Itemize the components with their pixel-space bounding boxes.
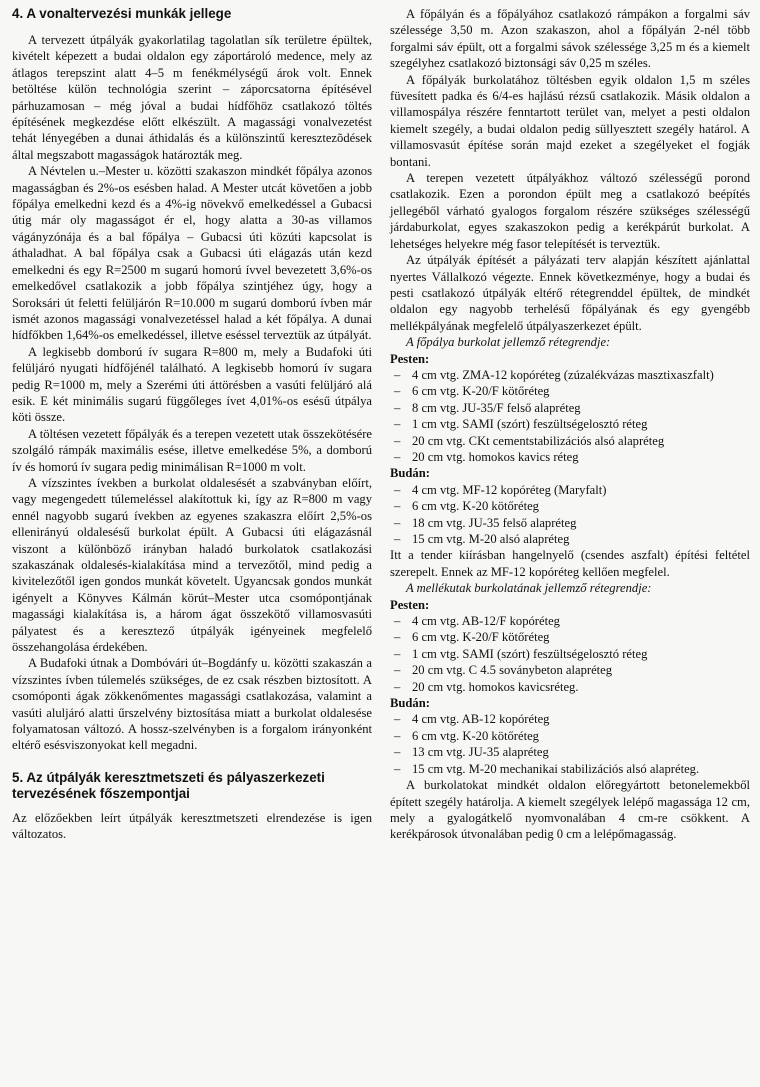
layer-item: – 6 cm vtg. K-20/F kötőréteg <box>390 629 750 645</box>
layer-item: – 18 cm vtg. JU-35 felső alapréteg <box>390 515 750 531</box>
layer-item: – 20 cm vtg. homokos kavics réteg <box>390 449 750 465</box>
pest-label: Pesten: <box>390 351 430 366</box>
layer-item: – 20 cm vtg. C 4.5 soványbeton alapréteg <box>390 662 750 678</box>
layer-item: – 4 cm vtg. AB-12/F kopóréteg <box>390 613 750 629</box>
paragraph: A terepen vezetett útpályákhoz változó szélességű porond csatlakozik. Ezen a porondon épült meg a csatlakozó beépítés jellegéből várható gyalogos forgalom részére szükséges szélességű járdaburkolat, egyes szakaszokon pedig a kerékpárút burkolat. A lehetséges helyekre még fasor telepítését is terveztük. <box>390 171 750 251</box>
paragraph: A főpályák burkolatához töltésben egyik oldalon 1,5 m széles füvesített padka és 6/4-es hajlású rézsű csatlakozik. Másik oldalon a villamospálya részére fenntartott terület van, melyet a pesti oldalon kiemelt szegély, a budai oldalon pedig süllyesztett szegély határol. A villamosvasút építése során majd ezeket a szegélyeket el fogják bontani. <box>390 72 750 169</box>
main-buda-layer-list <box>390 482 750 548</box>
buda-label: Budán: <box>390 696 430 711</box>
layer-item: – 1 cm vtg. SAMI (szórt) feszültségelosztó réteg <box>390 646 750 662</box>
paragraph: Az útpályák építését a pályázati terv alapján készített ajánlattal nyertes Vállalkozó végezte. Ennek következménye, hogy a budai és pesti csatlakozó útpályák eltérő rétegrenddel épültek, de mindkét oldalon egy nagyobb terhelésű főpályának és egy gyengébb mellékpályának megfelelő útpályaszerkezet épült. <box>390 253 750 333</box>
paragraph: Az előzőekben leírt útpályák keresztmetszeti elrendezése is igen változatos. <box>12 810 372 842</box>
buda-label: Budán: <box>390 466 430 481</box>
pest-label: Pesten: <box>390 597 430 612</box>
section-5-heading: 5. Az útpályák keresztmetszeti és pályaszerkezeti tervezésének főszempontjai <box>12 769 325 801</box>
layer-item: – 8 cm vtg. JU-35/F felső alapréteg <box>390 400 750 416</box>
paragraph: A Budafoki útnak a Dombóvári út–Bogdánfy u. közötti szakaszán a vízszintes ívben túlemelés szükséges, de ez csak részben biztosított. A csomóponti ágak zökkenőmentes magassági csatlakozása, valamint a vasúti aluljáró alatti űrszelvény biztosítása miatt a burkolat oldalesése folyamatosan változó. A hossz-szelvényben is a forgalom irányonként eltérő esésviszonyokat kell megadni. <box>12 656 372 753</box>
right-column <box>390 6 750 1087</box>
layer-item: – 6 cm vtg. K-20 kötőréteg <box>390 498 750 514</box>
left-column <box>12 6 372 1087</box>
paragraph: A tervezett útpályák gyakorlatilag tagolatlan sík területre épültek, kivételt képezett a budai oldalon egy záportároló medence, mely az átlagos terepszint alatt 4–5 m fenékmélységű árok volt. Ennek betöltése külön technológia szerint – záporcsatorna építésével párhuzamosan – még jóval a budai hídfőhöz csatlakozó töltés építésének megkezdése előtt elkészült. A magassági vonalvezetést tehát lényegében a dunai áthidalás és a különszintű keresztezõdések által megszabott magasságok határozták meg. <box>12 33 372 162</box>
layer-item: – 20 cm vtg. homokos kavicsréteg. <box>390 679 750 695</box>
layer-item: – 20 cm vtg. CKt cementstabilizációs alsó alapréteg <box>390 433 750 449</box>
side-buda-layer-list <box>390 711 750 777</box>
main-road-layers-title: A főpálya burkolat jellemző rétegrendje: <box>406 335 611 350</box>
layer-item: – 4 cm vtg. ZMA-12 kopóréteg (zúzalékvázas masztixaszfalt) <box>390 367 750 383</box>
paragraph: A burkolatokat mindkét oldalon előregyártott betonelemekből épített szegély határolja. A kiemelt szegélyek lelépő magassága 12 cm, mely a gyalogátkelő nyomvonalában 4 cm-re csökkent. A kerékpárosok útvonalában pedig 0 cm a lelépőmagasság. <box>390 778 750 842</box>
main-pest-layer-list <box>390 367 750 465</box>
side-pest-layer-list <box>390 613 750 695</box>
layer-item: – 6 cm vtg. K-20 kötőréteg <box>390 728 750 744</box>
layer-item: – 4 cm vtg. AB-12 kopóréteg <box>390 711 750 727</box>
layer-item: – 13 cm vtg. JU-35 alapréteg <box>390 744 750 760</box>
paragraph: A töltésen vezetett főpályák és a terepen vezetett utak összekötésére szolgáló rámpák maximális esése, illetve emelkedése 5%, a domború ív és homorú ív sugara pedig minimálisan R=1000 m volt. <box>12 426 372 474</box>
side-road-layers-title: A mellékutak burkolatának jellemző rétegrendje: <box>406 581 652 596</box>
layer-item: – 1 cm vtg. SAMI (szórt) feszültségelosztó réteg <box>390 416 750 432</box>
paragraph: A vízszintes ívekben a burkolat oldalesését a szabványban előírt, vagy megengedett túlemeléssel alakítottuk ki, így az R=800 m vagy ennél nagyobb sugarú ívekben az egyenes szakaszra előírt 2,5%-os ellenirányú oldalesésű burkolat épült. A Gubacsi úti elágazásnál viszont a különböző irányban haladó burkolatok csatlakozási szakaszának oldalesés-kialakítása mind a tervezőtől, mind pedig a kivitelezőtől igen gondos munkát követelt. Ugyancsak gondos munkát igényelt a Könyves Kálmán körút–Mester utca csomópontjának magassági kialakítása is, a három ágat összekötő villamosvasúti pályatest és a keresztező útpályák igényeinek megfelelő összehangolása érdekében. <box>12 475 372 655</box>
paragraph: A legkisebb domború ív sugara R=800 m, mely a Budafoki úti felüljáró nyugati hídfőjénél található. A legkisebb homorú ív sugara pedig R=1000 m, mely a Szerémi úti áttörésben a vasúti felüljáró alá esik. E két minimális sugarú függőleges ívet 4,01%-os esésű útpálya köti össze. <box>12 344 372 425</box>
layer-item: – 6 cm vtg. K-20/F kötőréteg <box>390 383 750 399</box>
paragraph: Itt a tender kiírásban hangelnyelő (csendes aszfalt) építési feltétel szerepelt. Ennek az MF-12 kopóréteg kellően megfelel. <box>390 548 750 579</box>
layer-item: – 4 cm vtg. MF-12 kopóréteg (Maryfalt) <box>390 482 750 498</box>
paragraph: A főpályán és a főpályához csatlakozó rámpákon a forgalmi sáv szélessége 3,50 m. Azon szakaszon, ahol a főpályán 2-nél több forgalmi sáv épült, ott a forgalmi sávok szélessége 3,25 m és a kiemelt szegélyhez csatlakozó biztonsági sáv 0,25 m széles. <box>390 7 750 71</box>
section-4-heading: 4. A vonaltervezési munkák jellege <box>12 6 232 21</box>
layer-item: – 15 cm vtg. M-20 mechanikai stabilizációs alsó alapréteg. <box>390 761 750 777</box>
paragraph: A Névtelen u.–Mester u. közötti szakaszon mindkét főpálya azonos magasságban és 2%-os esésben halad. A Mester utcát követően a jobb főpálya emelkedni kezd és a 4%-ig növekvő emelkedéssel a Gubacsi útig már oly magasságot ér el, hogy alatta a 30-as villamos vágányzónája és a bal főpálya – Gubacsi úti közúti kapcsolat is áthaladhat. A bal főpálya csak a Gubacsi úti elágazás után kezd emelkedni és egy R=2500 m sugarú homorú ívvel bevezetett 3,6%-os emelkedővel csatlakozik a jobb főpálya szintjéhez úgy, hogy a Soroksári út feletti felüljárón R=10.000 m sugarú domború ívben már ismét azonos magassági vonalvezetéssel halad a két főpálya. A dunai hídfőkben 1,64%-os emelkedéssel, illetve eséssel terveztük az útpályát. <box>12 164 372 343</box>
layer-item: – 15 cm vtg. M-20 alsó alapréteg <box>390 531 750 547</box>
